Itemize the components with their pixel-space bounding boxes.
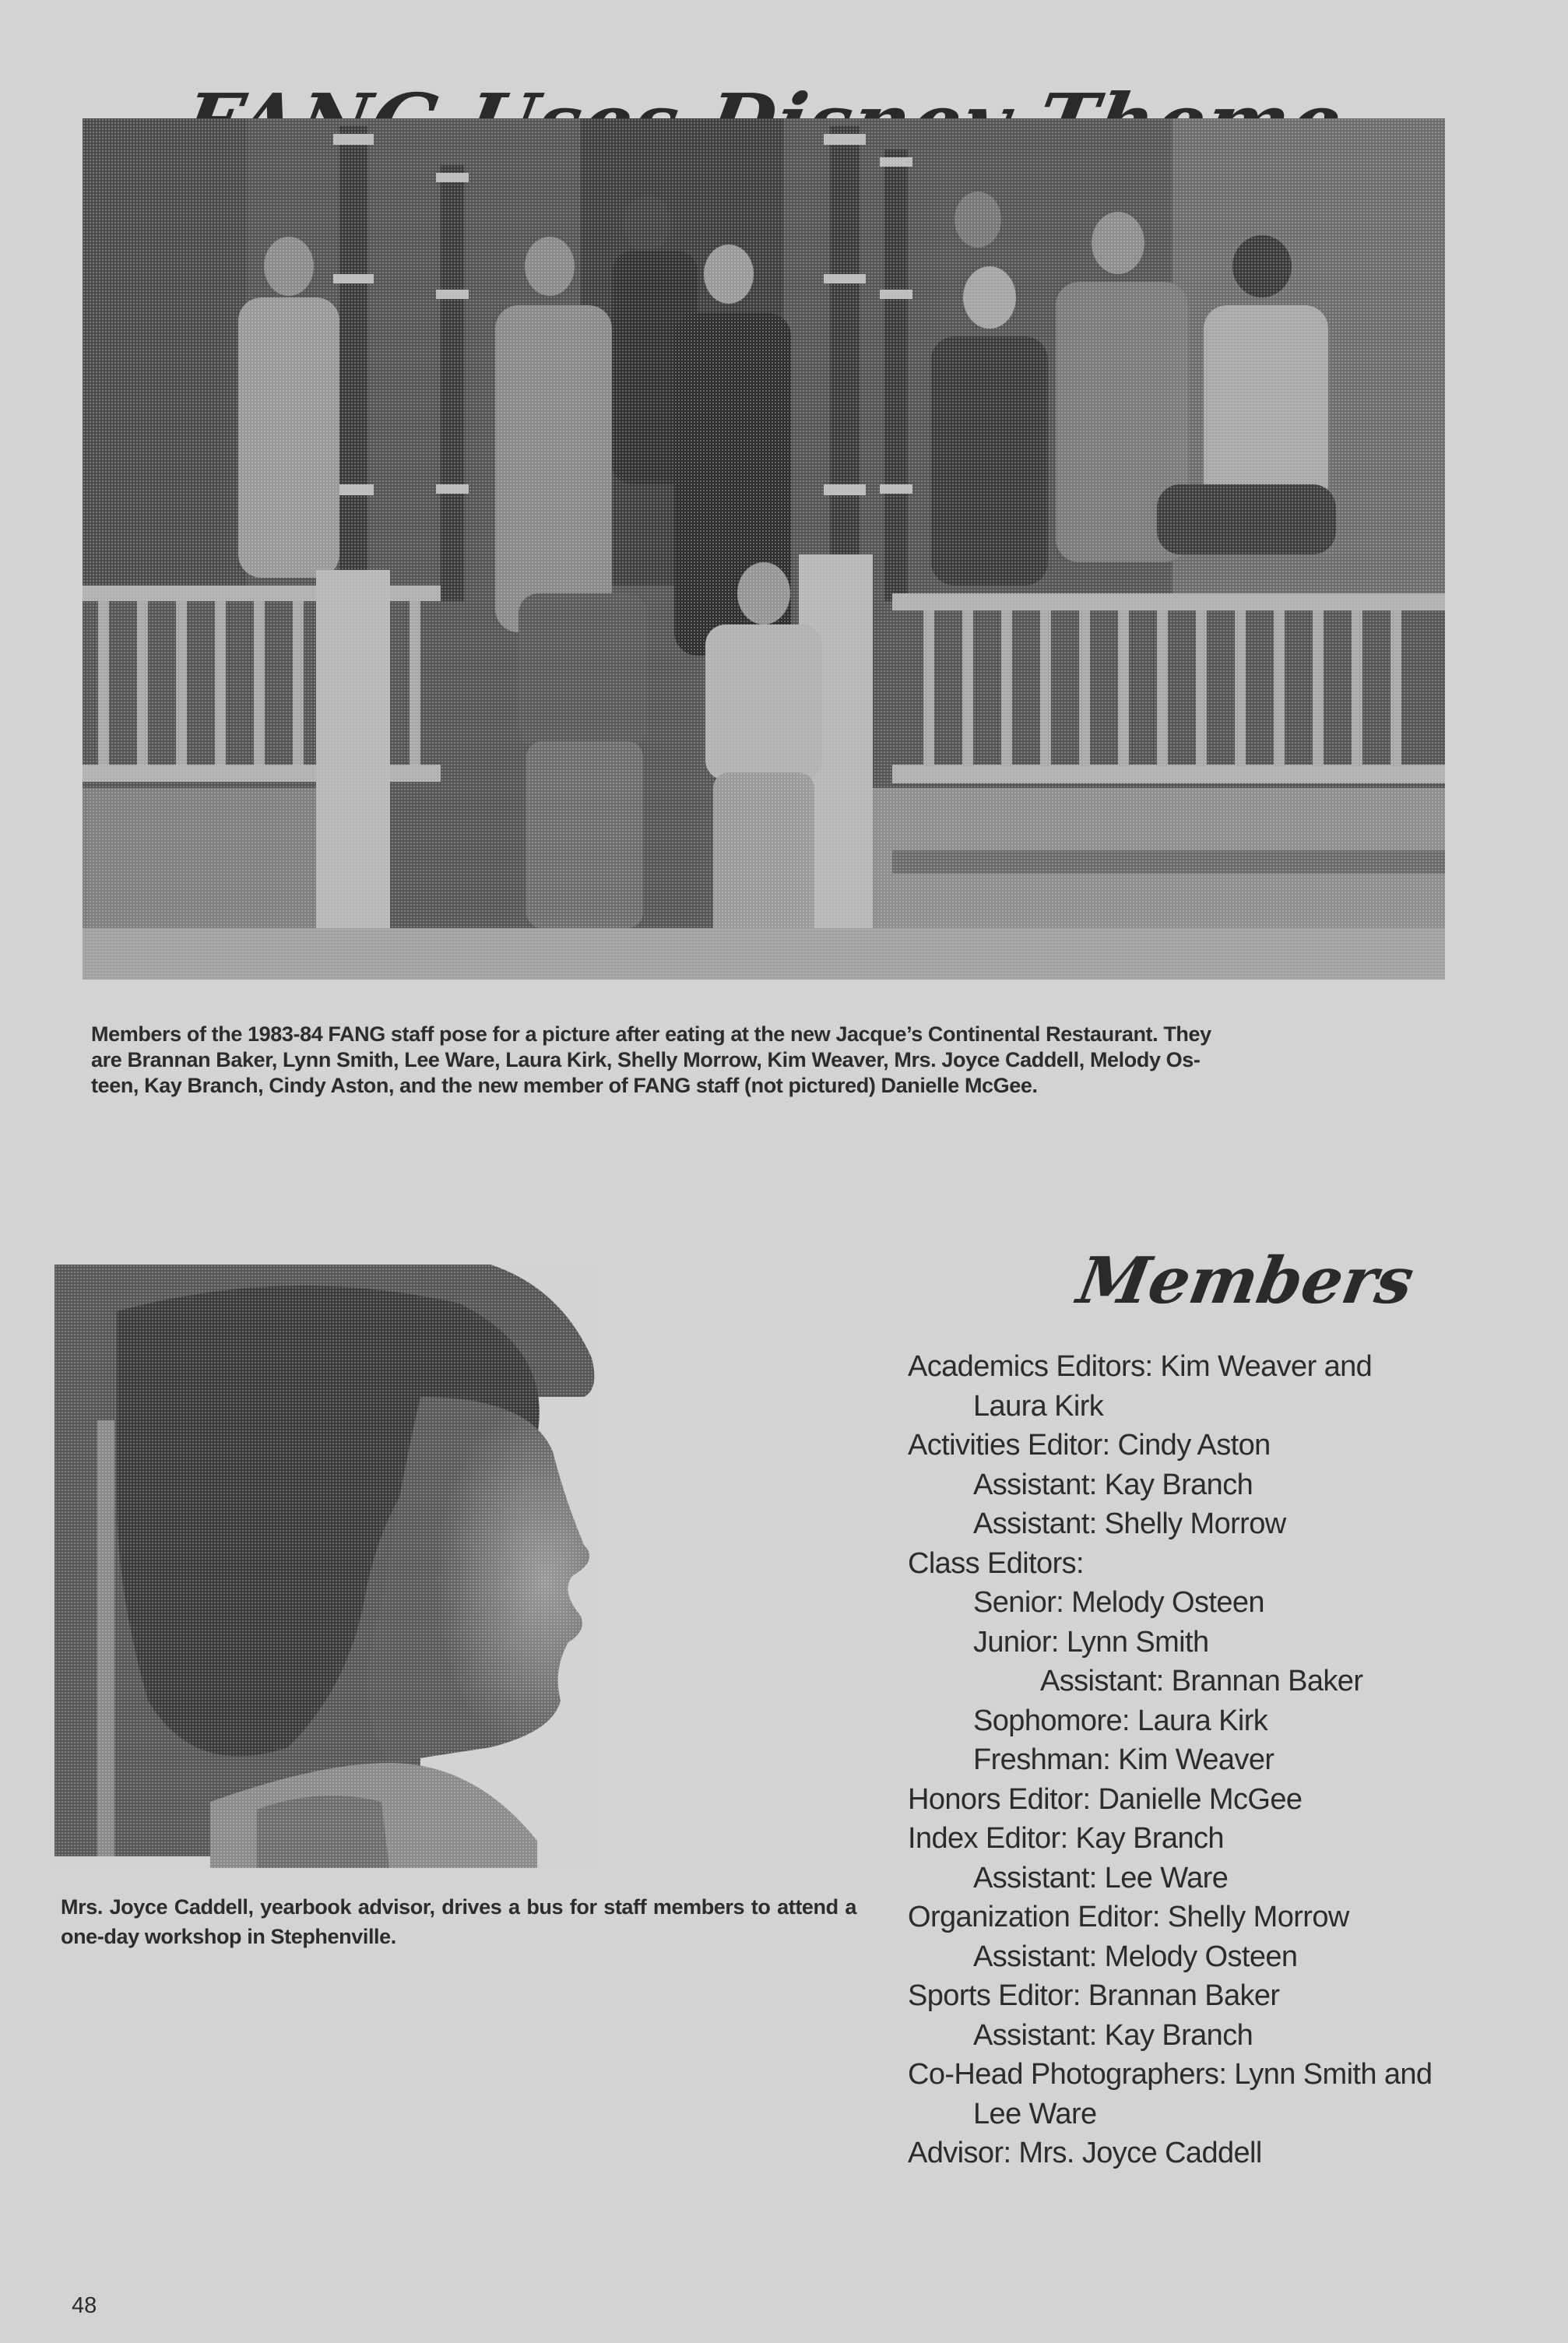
member-line: Freshman: Kim Weaver	[973, 1743, 1274, 1776]
member-line: Junior: Lynn Smith	[973, 1625, 1209, 1659]
member-line: Assistant: Shelly Morrow	[973, 1507, 1286, 1540]
member-line: Activities Editor: Cindy Aston	[908, 1429, 1271, 1462]
member-line: Sophomore: Laura Kirk	[973, 1704, 1268, 1737]
member-line: Assistant: Brannan Baker	[1040, 1665, 1363, 1697]
member-line: Class Editors:	[908, 1546, 1085, 1580]
member-line: Assistant: Kay Branch	[973, 1468, 1253, 1501]
member-line: Honors Editor: Danielle McGee	[908, 1782, 1303, 1816]
advisor-photo-caption: Mrs. Joyce Caddell, yearbook advisor, drives a bus for staff members to attend a one-day workshop in Stephenville.	[61, 1895, 856, 1948]
member-line: Index Editor: Kay Branch	[908, 1822, 1224, 1855]
member-line: Co-Head Photographers: Lynn Smith and	[908, 2058, 1433, 2091]
members-heading: Members	[1072, 1244, 1419, 1318]
group-photo	[83, 118, 1445, 980]
member-line: Advisor: Mrs. Joyce Caddell	[908, 2137, 1262, 2169]
member-line: Assistant: Lee Ware	[973, 1861, 1229, 1894]
members-list	[908, 1347, 1546, 2173]
member-line: Laura Kirk	[973, 1389, 1104, 1423]
member-line: Lee Ware	[973, 2097, 1097, 2130]
caption-line: Members of the 1983-84 FANG staff pose for a picture after eating at the new Jacque’s Continental Restaurant. They	[91, 1022, 1211, 1046]
member-line: Sports Editor: Brannan Baker	[908, 1979, 1280, 2012]
member-line: Academics Editors: Kim Weaver and	[908, 1350, 1373, 1383]
member-line: Organization Editor: Shelly Morrow	[908, 1901, 1349, 1933]
caption-line: teen, Kay Branch, Cindy Aston, and the new member of FANG staff (not pictured) Danielle McGee.	[91, 1074, 1038, 1097]
member-line: Assistant: Kay Branch	[973, 2018, 1253, 2052]
page-number: 48	[72, 2293, 97, 2318]
profile-portrait-illustration	[54, 1265, 599, 1868]
member-line: Assistant: Melody Osteen	[973, 1940, 1298, 1973]
porch-group-photo-illustration	[83, 118, 1445, 980]
member-line: Senior: Melody Osteen	[973, 1586, 1264, 1619]
caption-line: are Brannan Baker, Lynn Smith, Lee Ware, Laura Kirk, Shelly Morrow, Kim Weaver, Mrs. Joyce Caddell, Melody Os-	[91, 1048, 1201, 1071]
advisor-portrait-photo	[54, 1265, 599, 1868]
group-photo-caption	[91, 1022, 1485, 1099]
